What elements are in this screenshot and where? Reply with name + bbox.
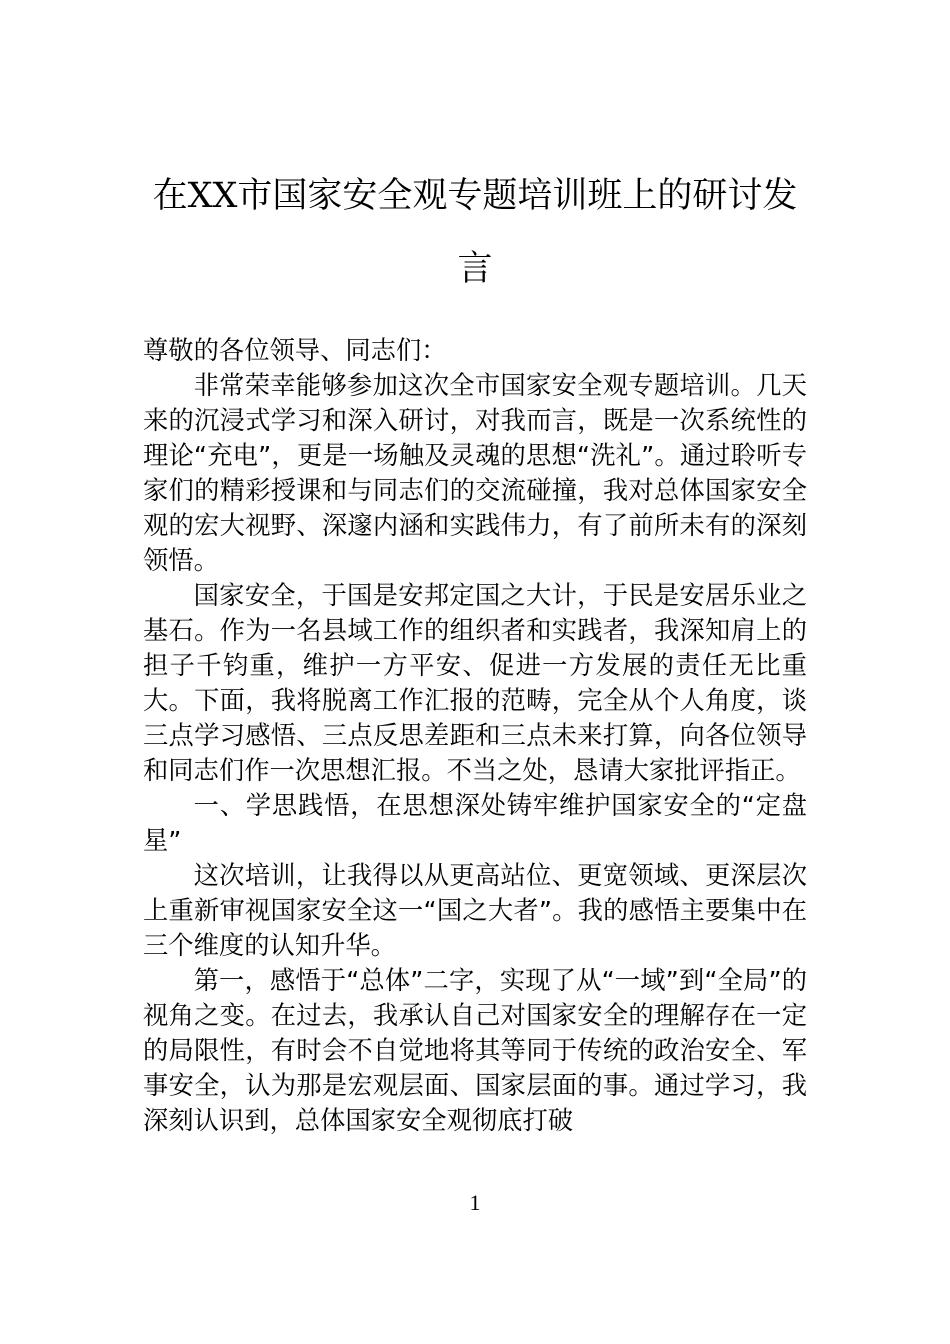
document-title: 在XX市国家安全观专题培训班上的研讨发言 bbox=[152, 176, 798, 289]
paragraph-responsibility: 国家安全，于国是安邦定国之大计，于民是安居乐业之基石。作为一名县域工作的组织者和实践者，我深知肩上的担子千钧重，维护一方平安、促进一方发展的责任无比重大。下面，我将脱离工作汇报的范畴，完全从个人角度，谈三点学习感悟、三点反思差距和三点未来打算，向各位领导和同志们作一次思想汇报。不当之处，恳请大家批评指正。 bbox=[143, 581, 807, 785]
paragraph-first-insight: 第一，感悟于“总体”二字，实现了从“一域”到“全局”的视角之变。在过去，我承认自己对国家安全的理解存在一定的局限性，有时会不自觉地将其等同于传统的政治安全、军事安全，认为那是宏观层面、国家层面的事。通过学习，我深刻认识到，总体国家安全观彻底打破 bbox=[143, 966, 807, 1135]
page-number: 1 bbox=[469, 1190, 481, 1215]
section-heading-1: 一、学思践悟，在思想深处铸牢维护国家安全的“定盘星” bbox=[143, 791, 807, 855]
paragraph-training: 这次培训，让我得以从更高站位、更宽领域、更深层次上重新审视国家安全这一“国之大者”。我的感悟主要集中在三个维度的认知升华。 bbox=[143, 861, 807, 960]
salutation: 尊敬的各位领导、同志们： bbox=[143, 336, 447, 365]
paragraph-intro: 非常荣幸能够参加这次全市国家安全观专题培训。几天来的沉浸式学习和深入研讨，对我而言，既是一次系统性的理论“充电”，更是一场触及灵魂的思想“洗礼”。通过聆听专家们的精彩授课和与同志们的交流碰撞，我对总体国家安全观的宏大视野、深邃内涵和实践伟力，有了前所未有的深刻领悟。 bbox=[143, 371, 807, 575]
document-body bbox=[143, 333, 807, 1138]
